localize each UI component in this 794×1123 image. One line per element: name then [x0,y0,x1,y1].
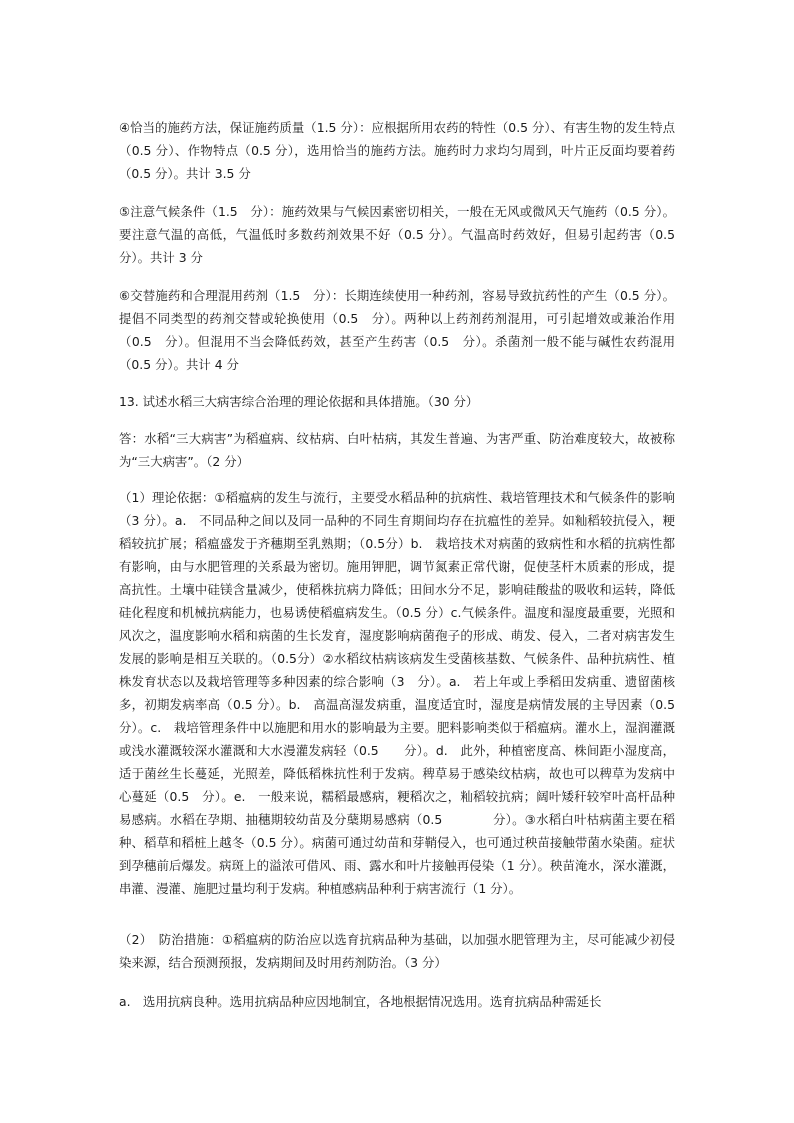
paragraph-alternate-mixing: ⑥交替施药和合理混用药剂（1.5 分）：长期连续使用一种药剂，容易导致抗药性的产生（0.5 分）。提倡不同类型的药剂交替或轮换使用（0.5 分）。两种以上药剂药剂混用，可引起增效或兼治作用（0.5 分）。但混用不当会降低药效，甚至产生药害（0.5 分）。杀菌剂一般不能与碱性农药混用（0.5 分）。共计 4 分 [119,288,675,372]
paragraph-application-method: ④恰当的施药方法，保证施药质量（1.5 分）：应根据所用农药的特性（0.5 分）、有害生物的发生特点（0.5 分）、作物特点（0.5 分），选用恰当的施药方法。施药时力求均匀周到，叶片正反面均要着药（0.5 分）。共计 3.5 分 [119,120,675,181]
question-13: 13. 试述水稻三大病害综合治理的理论依据和具体措施。（30 分） [119,394,479,409]
paragraph-control-measures: （2） 防治措施：①稻瘟病的防治应以选育抗病品种为基础，以加强水肥管理为主，尽可能减少初侵染来源，结合预测预报，发病期间及时用药剂防治。（3 分） [119,932,675,970]
paragraph-theoretical-basis: （1）理论依据：①稻瘟病的发生与流行，主要受水稻品种的抗病性、栽培管理技术和气候条件的影响（3 分）。a. 不同品种之间以及同一品种的不同生育期间均存在抗瘟性的差异。如籼稻较抗侵入，粳稻较抗扩展；稻瘟盛发于齐穗期至乳熟期；（0.5分）b. 栽培技术对病菌的致病性和水稻的抗病性都有影响，由与水肥管理的关系最为密切。施用钾肥，调节氮素正常代谢，促使茎杆木质素的形成，提高抗性。土壤中硅镁含量减少，使稻株抗病力降低；田间水分不足，影响硅酸盐的吸收和运转，降低硅化程度和机械抗病能力，也易诱使稻瘟病发生。（0.5 分）c.气候条件。温度和湿度最重要，光照和风次之，温度影响水稻和病菌的生长发育，湿度影响病菌孢子的形成、萌发、侵入，二者对病害发生发展的影响是相互关联的。（0.5分）②水稻纹枯病该病发生受菌核基数、气候条件、品种抗病性、植株发育状态以及栽培管理等多种因素的综合影响（3 分）。a. 若上年或上季稻田发病重、遗留菌核多，初期发病率高（0.5 分）。b. 高温高湿发病重，温度适宜时，湿度是病情发展的主导因素（0.5 分）。c. 栽培管理条件中以施肥和用水的影响最为主要。肥料影响类似于稻瘟病。灌水上，湿润灌溉或浅水灌溉较深水灌溉和大水漫灌发病轻（0.5 分）。d. 此外，种植密度高、株间距小湿度高，适于菌丝生长蔓延，光照差，降低稻株抗性利于发病。稗草易于感染纹枯病，故也可以稗草为发病中心蔓延（0.5 分）。e. 一般来说，糯稻最感病，粳稻次之，籼稻较抗病；阔叶矮秆较窄叶高杆品种易感病。水稻在孕期、抽穗期较幼苗及分蘖期易感病（0.5 分）。③水稻白叶枯病菌主要在稻种、稻草和稻桩上越冬（0.5 分）。病菌可通过幼苗和芽鞘侵入，也可通过秧苗接触带菌水染菌。症状到孕穗前后爆发。病斑上的溢浓可借风、雨、露水和叶片接触再侵染（1 分）。秧苗淹水，深水灌溉，串灌、漫灌、施肥过量均利于发病。种植感病品种利于病害流行（1 分）。 [119,490,688,896]
answer-intro: 答：水稻“三大病害”为稻瘟病、纹枯病、白叶枯病，其发生普遍、为害严重、防治难度较大，故被称为“三大病害”。（2 分） [119,431,675,469]
paragraph-resistant-varieties: a. 选用抗病良种。选用抗病品种应因地制宜，各地根据情况选用。选育抗病品种需延长 [119,994,602,1009]
paragraph-weather-conditions: ⑤注意气候条件（1.5 分）：施药效果与气候因素密切相关，一般在无风或微风天气施药（0.5 分）。要注意气温的高低，气温低时多数药剂效果不好（0.5 分）。气温高时药效好，但易引起药害（0.5 分）。共计 3 分 [119,204,675,265]
